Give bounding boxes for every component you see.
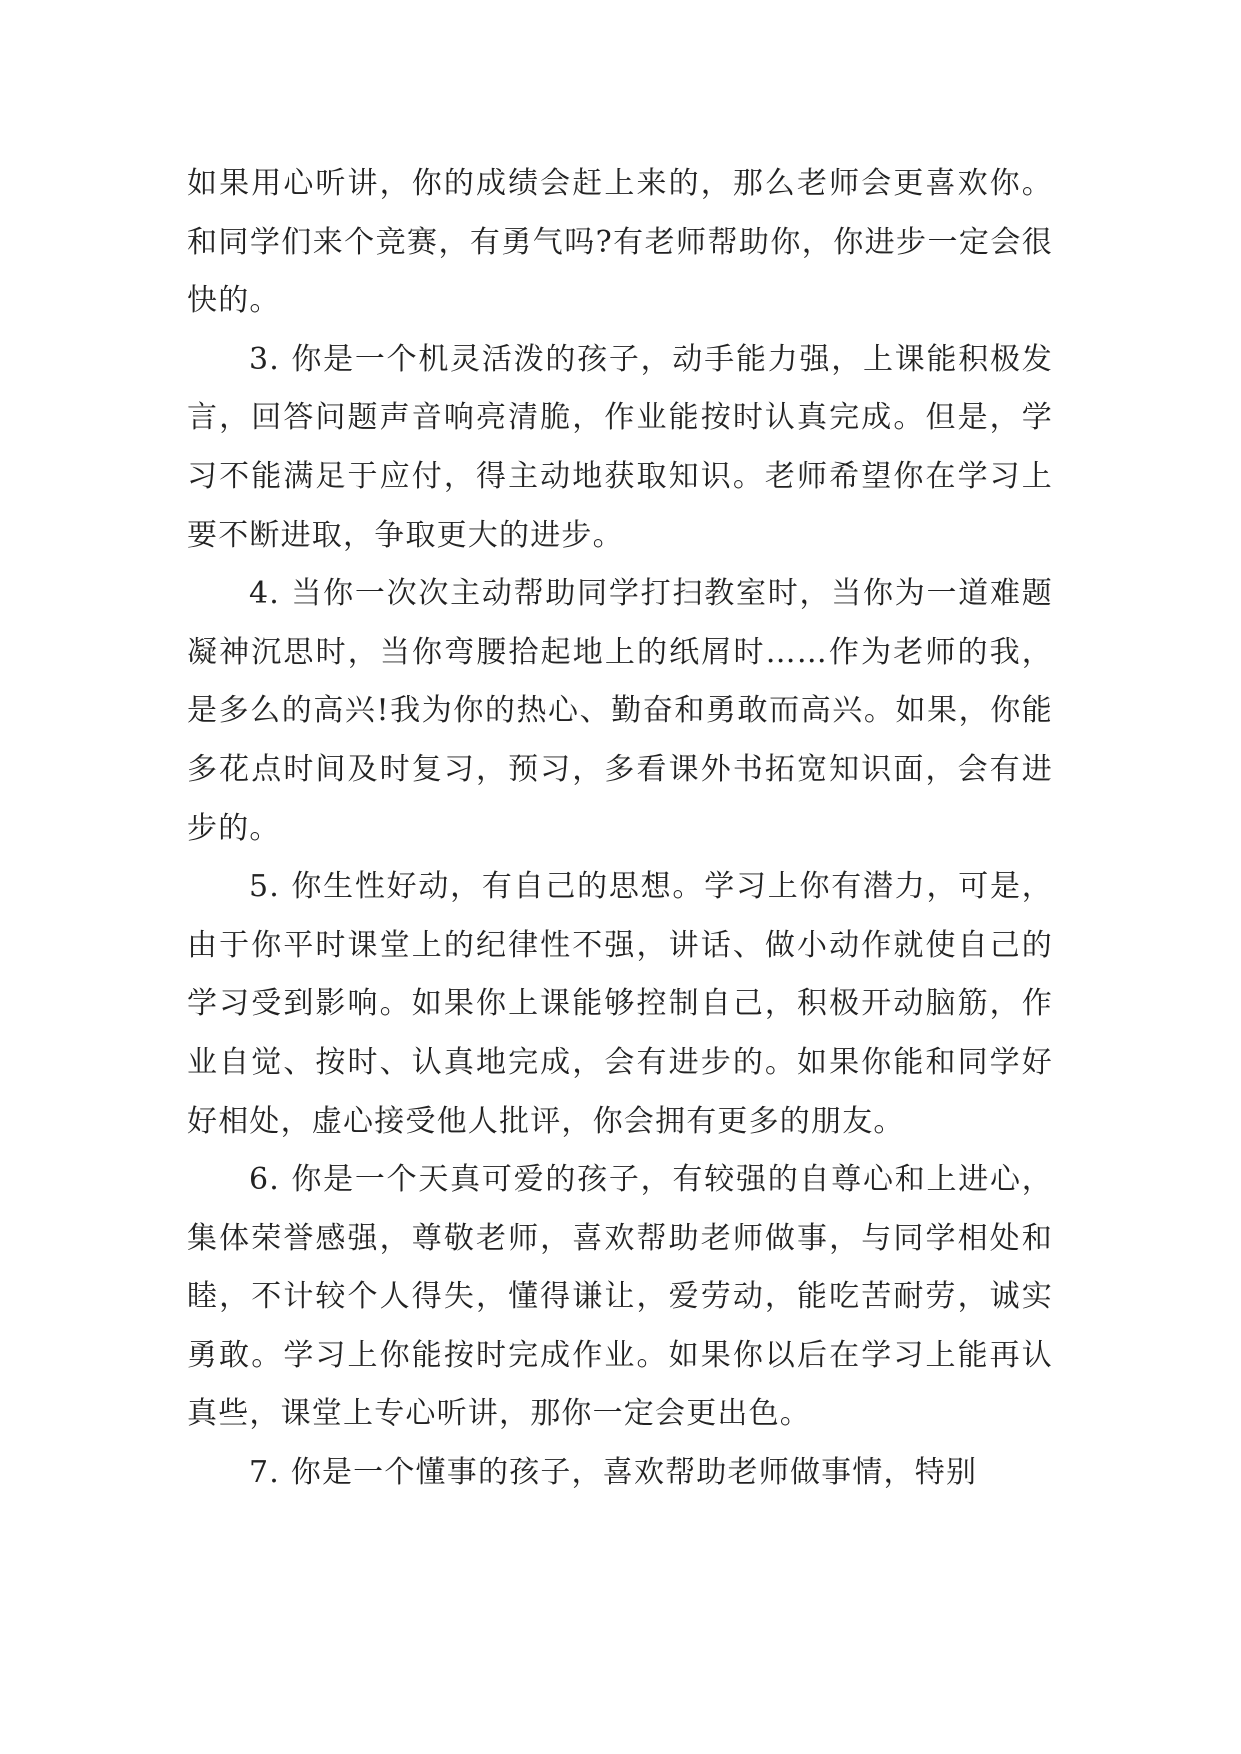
- document-body: [187, 155, 1053, 1503]
- paragraph-comment-5: 5. 你生性好动，有自己的思想。学习上你有潜力，可是，由于你平时课堂上的纪律性不强，讲话、做小动作就使自己的学习受到影响。如果你上课能够控制自己，积极开动脑筋，作业自觉、按时、认真地完成，会有进步的。如果你能和同学好好相处，虚心接受他人批评，你会拥有更多的朋友。: [187, 869, 1053, 1139]
- paragraph-comment-3: 3. 你是一个机灵活泼的孩子，动手能力强，上课能积极发言，回答问题声音响亮清脆，作业能按时认真完成。但是，学习不能满足于应付，得主动地获取知识。老师希望你在学习上要不断进取，争取更大的进步。: [187, 341, 1053, 553]
- paragraph-comment-6: 6. 你是一个天真可爱的孩子，有较强的自尊心和上进心，集体荣誉感强，尊敬老师，喜欢帮助老师做事，与同学相处和睦，不计较个人得失，懂得谦让，爱劳动，能吃苦耐劳，诚实勇敢。学习上你能按时完成作业。如果你以后在学习上能再认真些，课堂上专心听讲，那你一定会更出色。: [187, 1162, 1053, 1432]
- paragraph-continuation: 如果用心听讲，你的成绩会赶上来的，那么老师会更喜欢你。和同学们来个竞赛，有勇气吗?有老师帮助你，你进步一定会很快的。: [187, 166, 1053, 319]
- paragraph-comment-4: 4. 当你一次次主动帮助同学打扫教室时，当你为一道难题凝神沉思时，当你弯腰拾起地上的纸屑时……作为老师的我，是多么的高兴!我为你的热心、勤奋和勇敢而高兴。如果，你能多花点时间及时复习，预习，多看课外书拓宽知识面，会有进步的。: [187, 576, 1053, 846]
- paragraph-comment-7: 7. 你是一个懂事的孩子，喜欢帮助老师做事情，特别: [249, 1455, 978, 1491]
